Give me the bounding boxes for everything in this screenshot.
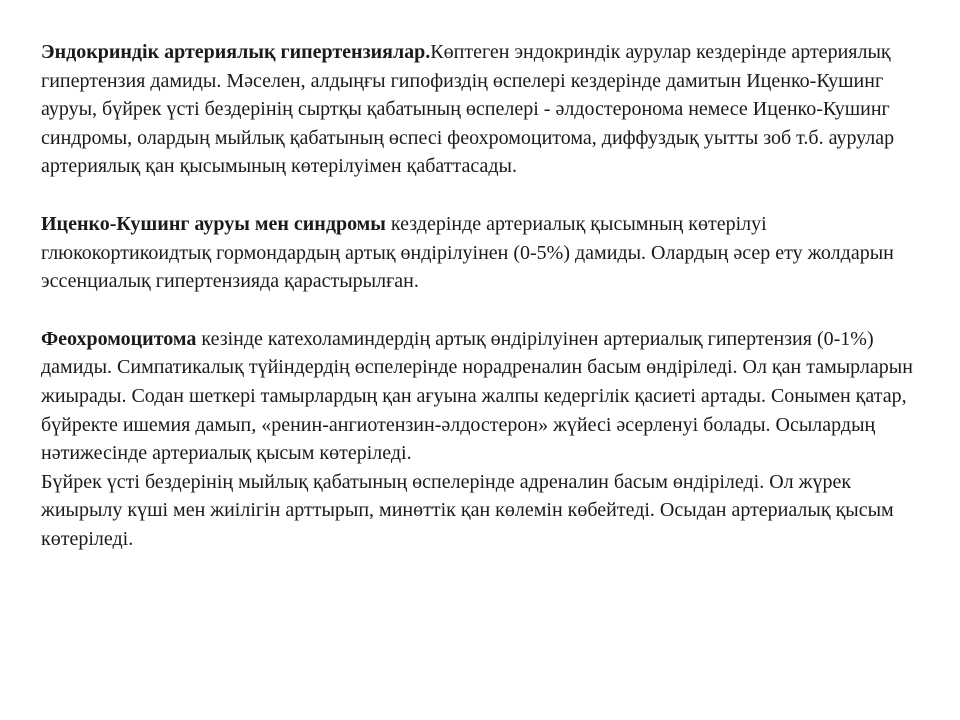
paragraph-endocrine-hypertension	[41, 38, 931, 181]
paragraph-text: Бүйрек үсті бездерінің мыйлық қабатының өспелерінде адреналин басым өндіріледі. Ол жүрек жиырылу күші мен жиілігін арттырып, минөттік қан көлемін көбейтеді. Осыдан артериалық қысым көтеріледі.	[41, 470, 894, 550]
paragraph-text: кезінде катехоламиндердің артық өндірілуінен артериалық гипертензия (0-1%) дамиды. Симпатикалық түйіндердің өспелерінде норадреналин басым өндіріледі. Ол қан тамырларын жиырады. Содан шеткері тамырлардың қан ағуына жалпы кедергілік қасиеті артады. Сонымен қатар, бүйректе ишемия дамып, «ренин-ангиотензин-әлдостерон» жүйесі әсерленуі болады. Осылардың нәтижесінде артериалық қысым көтеріледі.	[41, 327, 913, 465]
paragraph-lead: Феохромоцитома	[41, 327, 197, 350]
paragraph-pheochromocytoma	[41, 325, 931, 468]
document-page	[41, 38, 931, 554]
paragraph-text: кездерінде артериалық қысымның көтерілуі глюкокортикоидтық гормондардың артық өндірілуінен (0-5%) дамиды. Олардың әсер ету жолдарын эссенциалық гипертензияда қарастырылған.	[41, 212, 894, 293]
paragraph-lead: Иценко-Кушинг ауруы мен синдромы	[41, 212, 386, 235]
paragraph-itsenko-cushing	[41, 210, 931, 296]
paragraph-text: Көптеген эндокриндік аурулар кездерінде артериялық гипертензия дамиды. Мәселен, алдыңғы гипофиздің өспелері кездерінде дамитын Иценко-Кушинг ауруы, бүйрек үсті бездерінің сыртқы қабатының өспелері - әлдостеронома немесе Иценко-Кушинг синдромы, олардың мыйлық қабатының өспесі феохромоцитома, диффуздық уытты зоб т.б. аурулар артериялық қан қысымының көтерілуімен қабаттасады.	[41, 41, 895, 178]
paragraph-lead: Эндокриндік артериялық гипертензиялар.	[41, 41, 431, 63]
paragraph-adrenal-medulla	[41, 468, 931, 554]
